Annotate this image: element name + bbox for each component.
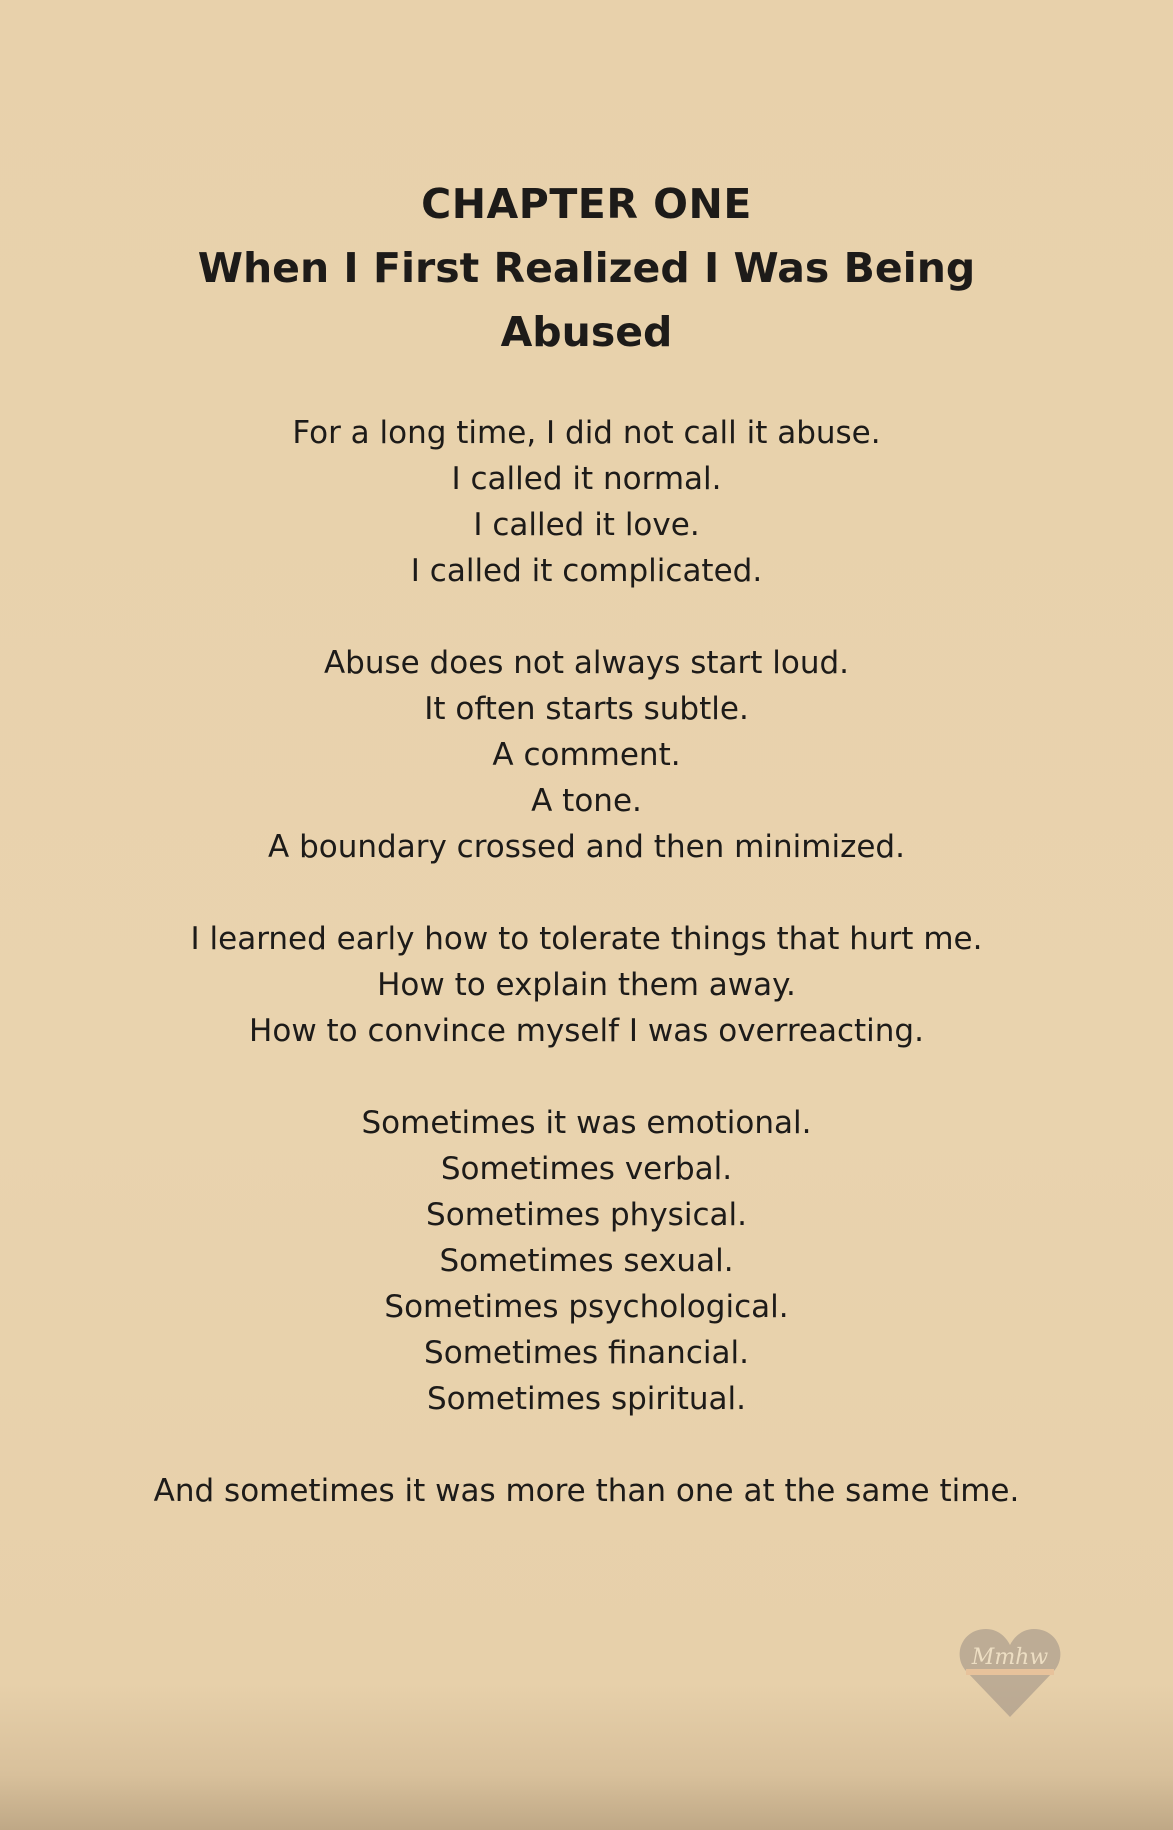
- text-line: Sometimes financial.: [424, 1335, 749, 1371]
- stanza: [0, 410, 1173, 594]
- chapter-heading: [0, 172, 1173, 364]
- stanza: [0, 916, 1173, 1054]
- text-line: I learned early how to tolerate things that hurt me.: [190, 921, 983, 957]
- stanza: [0, 1468, 1173, 1514]
- text-line: Abuse does not always start loud.: [323, 645, 850, 681]
- text-line: How to convince myself I was overreacting.: [249, 1013, 924, 1049]
- stanza: [0, 640, 1173, 870]
- stanza: [0, 1100, 1173, 1422]
- chapter-body: [0, 410, 1173, 1560]
- text-line: It often starts subtle.: [424, 691, 749, 727]
- text-line: Sometimes spiritual.: [426, 1381, 747, 1417]
- text-line: Sometimes verbal.: [440, 1151, 733, 1187]
- chapter-label: CHAPTER ONE: [421, 180, 752, 228]
- watermark-logo: [958, 1625, 1062, 1721]
- text-line: For a long time, I did not call it abuse.: [292, 415, 881, 451]
- text-line: How to explain them away.: [377, 967, 796, 1003]
- text-line: A tone.: [531, 783, 642, 819]
- text-line: I called it complicated.: [410, 553, 763, 589]
- text-line: A comment.: [492, 737, 681, 773]
- text-line: A boundary crossed and then minimized.: [268, 829, 905, 865]
- heart-icon: [958, 1625, 1062, 1721]
- text-line: Sometimes physical.: [426, 1197, 747, 1233]
- text-line: Sometimes it was emotional.: [361, 1105, 812, 1141]
- watermark-text: Mmhw: [971, 1645, 1049, 1670]
- chapter-title: When I First Realized I Was Being Abused: [197, 244, 976, 356]
- text-line: Sometimes psychological.: [384, 1289, 789, 1325]
- text-line: I called it normal.: [451, 461, 722, 497]
- text-line: And sometimes it was more than one at the same time.: [153, 1473, 1020, 1509]
- text-line: Sometimes sexual.: [439, 1243, 734, 1279]
- text-line: I called it love.: [473, 507, 700, 543]
